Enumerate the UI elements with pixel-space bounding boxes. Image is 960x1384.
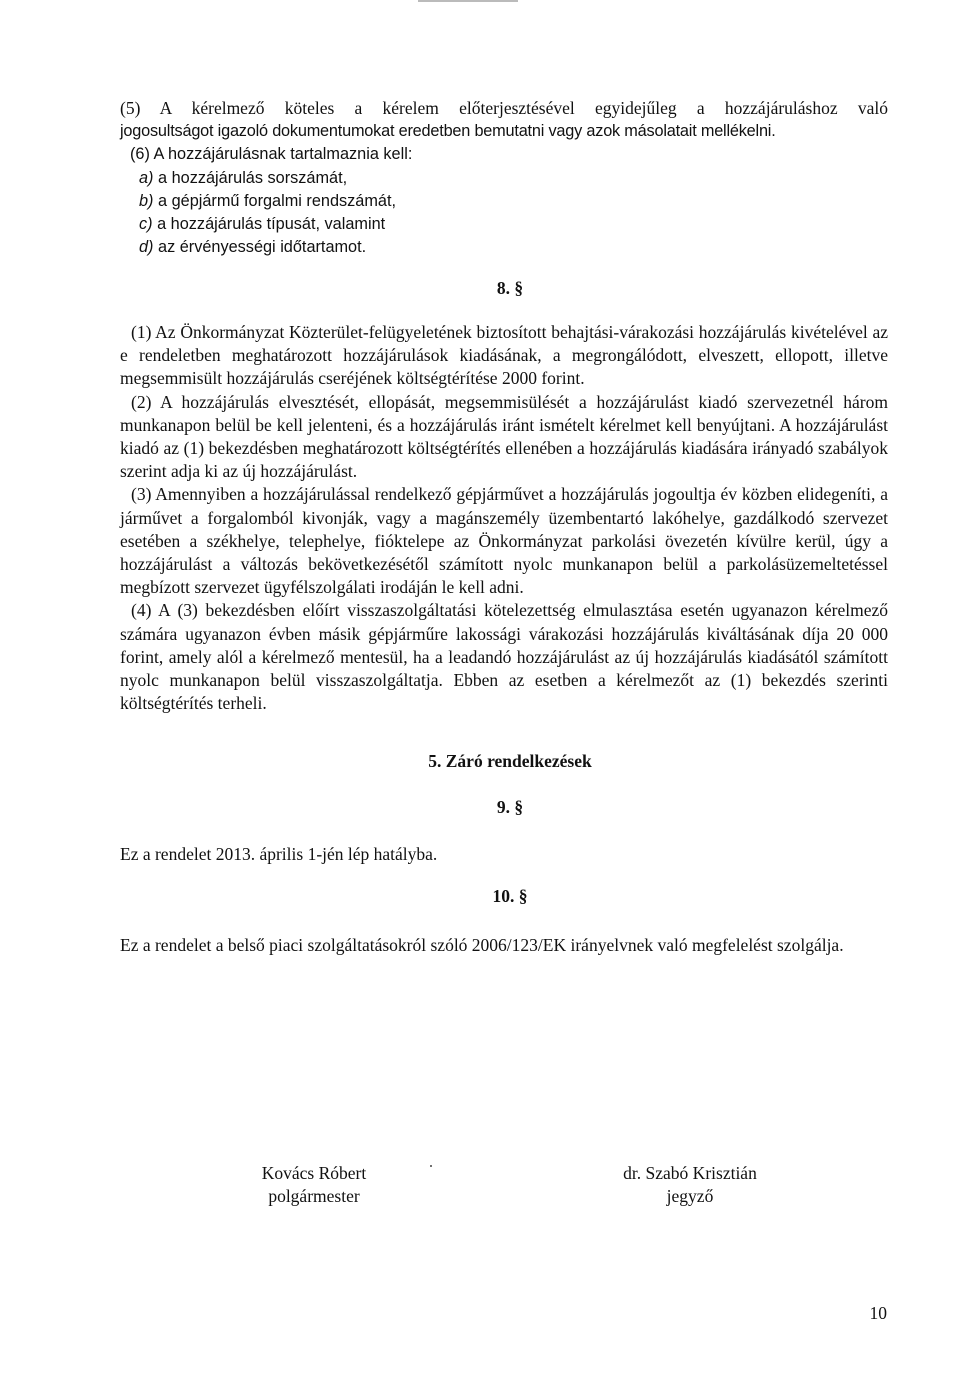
- signature-left: [214, 1162, 414, 1208]
- section8-paragraph-2: (2) A hozzájárulás elvesztését, ellopását, megsemmisülését a hozzájárulást kiadó szervezetnél három munkanapon belül be kell jelenteni, és a hozzájárulás iránt ismételt kérelmet kell benyújtani. A hozzájárulást kiadó az (1) bekezdésben meghatározott költségtérítés ellenében a hozzájárulás kiadására irányadó szabályok szerint adja ki az új hozzájárulást.: [120, 391, 888, 482]
- item-letter: d): [139, 238, 154, 257]
- list-item-a: [120, 167, 888, 190]
- item-letter: c): [139, 215, 153, 234]
- top-paragraphs: [120, 97, 888, 259]
- item-text: a hozzájárulás sorszámát,: [158, 168, 348, 187]
- item-letter: a): [139, 168, 154, 187]
- item-letter: b): [139, 191, 154, 210]
- page-number: 10: [869, 1303, 887, 1323]
- list-item-b: [120, 190, 888, 213]
- chapter5-title: 5. Záró rendelkezések: [428, 751, 592, 771]
- para5-line1: (5) A kérelmező köteles a kérelem előterjesztésével egyidejűleg a hozzájáruláshoz való: [120, 98, 888, 118]
- signer-name: dr. Szabó Krisztián: [623, 1163, 757, 1183]
- signer-title: jegyző: [666, 1186, 714, 1206]
- section10-body: [120, 934, 888, 957]
- list-item-d: [120, 236, 888, 259]
- list-item-c: [120, 213, 888, 236]
- item-text: a gépjármű forgalmi rendszámát,: [158, 191, 397, 210]
- section10-text: Ez a rendelet a belső piaci szolgáltatásokról szóló 2006/123/EK irányelvnek való megfelelést szolgálja.: [120, 935, 844, 955]
- ink-dot: [430, 1165, 432, 1167]
- signer-title: polgármester: [268, 1186, 360, 1206]
- signer-name: Kovács Róbert: [261, 1163, 367, 1183]
- para5-line2: jogosultságot igazoló dokumentumokat eredetben bemutatni vagy azok másolatait mellékelni.: [120, 122, 776, 141]
- section10-heading: 10. §: [492, 886, 528, 906]
- item-text: a hozzájárulás típusát, valamint: [157, 215, 386, 234]
- section9-heading: 9. §: [496, 797, 524, 817]
- signature-right: [590, 1162, 790, 1208]
- section8-paragraph-3: (3) Amennyiben a hozzájárulással rendelkező gépjárművet a hozzájárulás jogoultja év közben elidegeníti, a járművet a forgalomból kivonják, vagy a magánszemély üzembentartó lakóhelye, gazdálkodó szervezet esetében a székhelye, telephelye, fióktelepe az Önkormányzat parkolási övezetén kívülre kerül, úgy a hozzájárulást a változás bekövetkezésétől számított nyolc munkanapon belül a parkolásüzemeltetéssel megbízott szervezet ügyfélszolgálati irodáján le kell adni.: [120, 484, 888, 598]
- item-text: az érvényességi időtartamot.: [158, 238, 367, 257]
- section8-body: [120, 321, 888, 715]
- para6-intro: (6) A hozzájárulásnak tartalmaznia kell:: [130, 145, 413, 164]
- section9-text: Ez a rendelet 2013. április 1-jén lép hatályba.: [120, 844, 438, 864]
- section8-heading: 8. §: [496, 278, 524, 298]
- section8-paragraph-1: (1) Az Önkormányzat Közterület-felügyeletének biztosított behajtási-várakozási hozzájárulás kivételével az e rendeletben meghatározott hozzájárulások kiadásának, a megrongálódott, elveszett, ellopott, illetve megsemmisült hozzájárulás cseréjének költségtérítése 2000 forint.: [120, 322, 888, 389]
- section8-paragraph-4: (4) A (3) bekezdésben előírt visszaszolgáltatási kötelezettség elmulasztása esetén ugyanazon kérelmező számára ugyanazon évben másik gépjárműre lakossági várakozási hozzájárulás kiváltásának díja 20 000 forint, amely alól a kérelmező mentesül, ha a leadandó hozzájárulást az új hozzájárulás kiadásától számított nyolc munkanapon belül visszaszolgáltatja. Ebben az esetben a kérelmezőt az (1) bekezdés szerinti költségtérítés terheli.: [120, 600, 888, 714]
- top-edge-line: [418, 0, 518, 2]
